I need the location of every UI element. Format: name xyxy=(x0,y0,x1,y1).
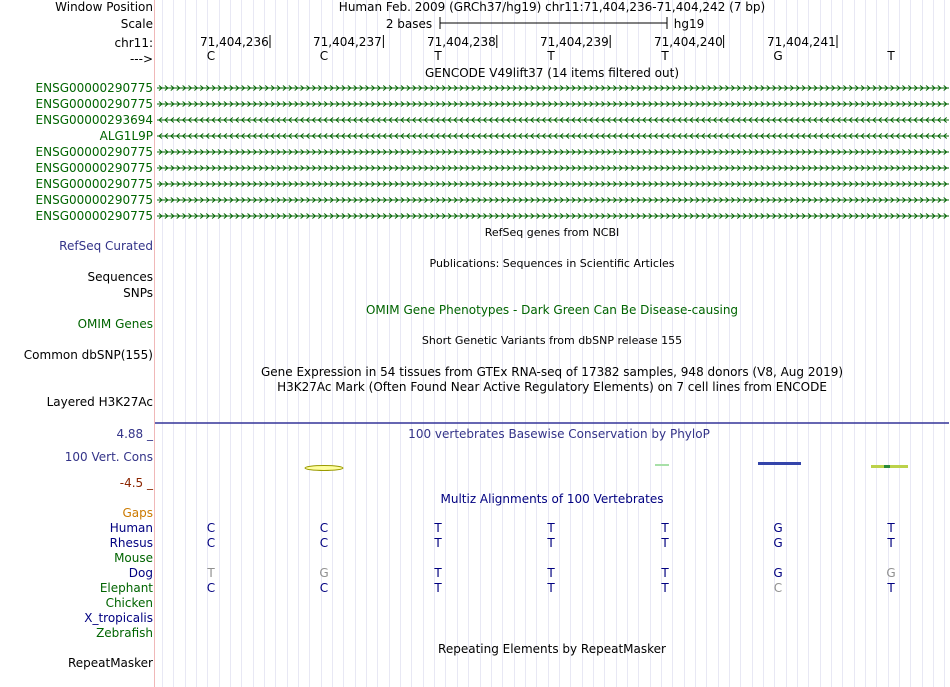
base-letter: G xyxy=(773,49,783,63)
phylop-peak xyxy=(655,464,669,466)
position-tick-label: 71,404,240 xyxy=(654,35,723,49)
aligned-base: T xyxy=(887,536,895,550)
aligned-base: T xyxy=(661,536,669,550)
h3k27-title[interactable]: H3K27Ac Mark (Often Found Near Active Regulatory Elements) on 7 cell lines from ENCODE xyxy=(277,380,827,394)
aligned-base: T xyxy=(547,521,555,535)
aligned-base: C xyxy=(206,521,216,535)
aligned-base: T xyxy=(887,521,895,535)
phylop-label[interactable]: 100 Vert. Cons xyxy=(64,450,153,464)
base-letter: T xyxy=(547,49,555,63)
aligned-base: G xyxy=(773,521,783,535)
dbsnp-label[interactable]: Common dbSNP(155) xyxy=(23,348,153,362)
strand-label: ---> xyxy=(129,52,153,66)
aligned-base: C xyxy=(206,536,216,550)
gencode-track-label[interactable]: ENSG00000290775 xyxy=(35,97,153,111)
pubs-title[interactable]: Publications: Sequences in Scientific Articles xyxy=(429,257,675,270)
aligned-base: T xyxy=(661,521,669,535)
aligned-base: G xyxy=(773,566,783,580)
base-letter: T xyxy=(887,49,895,63)
gaps-label[interactable]: Gaps xyxy=(122,506,153,520)
aligned-base: T xyxy=(434,521,442,535)
gencode-track-label[interactable]: ENSG00000290775 xyxy=(35,161,153,175)
position-tick-label: 71,404,239 xyxy=(540,35,609,49)
dbsnp-title[interactable]: Short Genetic Variants from dbSNP release 155 xyxy=(421,334,683,347)
base-letter: T xyxy=(661,49,669,63)
gencode-track-label[interactable]: ENSG00000290775 xyxy=(35,209,153,223)
gencode-track-label[interactable]: ENSG00000293694 xyxy=(35,113,153,127)
scale-bases: 2 bases xyxy=(385,17,433,31)
refseq-title[interactable]: RefSeq genes from NCBI xyxy=(484,226,620,239)
phylop-peak xyxy=(305,466,343,471)
position-tick-label: 71,404,237 xyxy=(313,35,382,49)
h3k27-label[interactable]: Layered H3K27Ac xyxy=(46,395,153,409)
species-label[interactable]: Zebrafish xyxy=(96,626,153,640)
scale-assembly: hg19 xyxy=(673,17,705,31)
species-label[interactable]: X_tropicalis xyxy=(84,611,153,625)
aligned-base: C xyxy=(319,521,329,535)
scale-label: Scale xyxy=(120,17,153,31)
species-label[interactable]: Elephant xyxy=(99,581,153,595)
gencode-track-label[interactable]: ENSG00000290775 xyxy=(35,81,153,95)
base-letter: C xyxy=(206,49,216,63)
phylop-max: 4.88 _ xyxy=(116,427,153,441)
repeat-title[interactable]: Repeating Elements by RepeatMasker xyxy=(438,642,666,656)
phylop-title[interactable]: 100 vertebrates Basewise Conservation by PhyloP xyxy=(408,427,710,441)
aligned-base: T xyxy=(434,581,442,595)
species-label[interactable]: Human xyxy=(109,521,153,535)
position-tick-label: 71,404,238 xyxy=(427,35,496,49)
gencode-title[interactable]: GENCODE V49lift37 (14 items filtered out) xyxy=(424,66,680,80)
base-letter: C xyxy=(319,49,329,63)
aligned-base: T xyxy=(661,581,669,595)
aligned-base: T xyxy=(547,536,555,550)
phylop-min: -4.5 _ xyxy=(119,476,153,490)
species-label[interactable]: Mouse xyxy=(114,551,153,565)
aligned-base: T xyxy=(661,566,669,580)
aligned-base: T xyxy=(547,581,555,595)
aligned-base: T xyxy=(887,581,895,595)
repeat-label[interactable]: RepeatMasker xyxy=(67,656,153,670)
gencode-track-label[interactable]: ENSG00000290775 xyxy=(35,193,153,207)
aligned-base: T xyxy=(434,536,442,550)
base-letter: T xyxy=(434,49,442,63)
sequences-label[interactable]: Sequences xyxy=(87,270,153,284)
phylop-peak xyxy=(884,465,890,468)
window-position-text: Human Feb. 2009 (GRCh37/hg19) chr11:71,404,236-71,404,242 (7 bp) xyxy=(338,0,766,14)
aligned-base: C xyxy=(206,581,216,595)
aligned-base: T xyxy=(547,566,555,580)
omim-title[interactable]: OMIM Gene Phenotypes - Dark Green Can Be Disease-causing xyxy=(365,303,739,317)
window-position-label: Window Position xyxy=(55,0,153,14)
aligned-base: C xyxy=(319,581,329,595)
species-label[interactable]: Dog xyxy=(128,566,153,580)
species-label[interactable]: Chicken xyxy=(105,596,153,610)
position-tick-label: 71,404,236 xyxy=(200,35,269,49)
refseq-label[interactable]: RefSeq Curated xyxy=(59,239,153,253)
multiz-title[interactable]: Multiz Alignments of 100 Vertebrates xyxy=(440,492,664,506)
gencode-track-label[interactable]: ENSG00000290775 xyxy=(35,177,153,191)
gencode-track-label[interactable]: ALG1L9P xyxy=(99,129,153,143)
omim-label[interactable]: OMIM Genes xyxy=(77,317,153,331)
aligned-base: T xyxy=(207,566,215,580)
chrom-label[interactable]: chr11: xyxy=(114,36,153,50)
aligned-base: T xyxy=(434,566,442,580)
aligned-base: C xyxy=(773,581,783,595)
aligned-base: C xyxy=(319,536,329,550)
phylop-peak xyxy=(758,462,801,465)
gencode-track-label[interactable]: ENSG00000290775 xyxy=(35,145,153,159)
species-label[interactable]: Rhesus xyxy=(109,536,153,550)
snps-label[interactable]: SNPs xyxy=(123,286,153,300)
aligned-base: G xyxy=(886,566,896,580)
gtex-title[interactable]: Gene Expression in 54 tissues from GTEx RNA-seq of 17382 samples, 948 donors (V8, Aug 2019) xyxy=(260,365,844,379)
position-tick-label: 71,404,241 xyxy=(767,35,836,49)
aligned-base: G xyxy=(773,536,783,550)
aligned-base: G xyxy=(319,566,329,580)
